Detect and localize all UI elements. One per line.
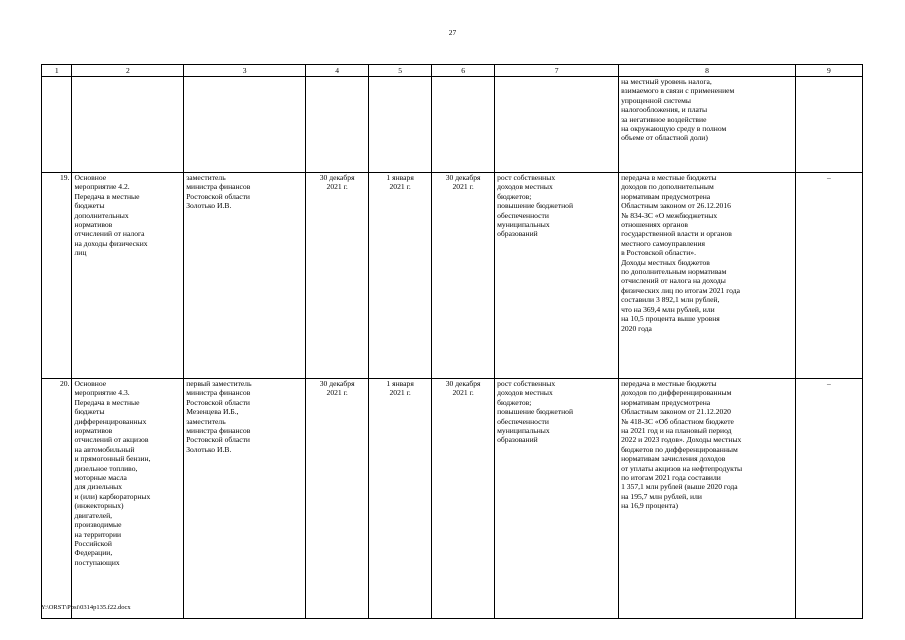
actual-result-cell: передача в местные бюджеты доходов по дифференцированным нормативам предусмотрена Областным законом от 21.12.2020 № 418-ЗС «Об областном бюджете на 2021 год и на плановый период 2022 и 2023 годов». Доходы местных бюджетов по дифференцированным нормативам зачисления доходов от уплаты акцизов на нефтепродукты по итогам 2021 года составили 1 357,1 млн рублей (выше 2020 года на 195,7 млн рублей, или на 16,9 процента)	[619, 379, 796, 619]
end-date-cell: 30 декабря 2021 г.	[432, 379, 495, 619]
column-header: 1	[42, 65, 72, 77]
actual-result-cell: передача в местные бюджеты доходов по дополнительным нормативам предусмотрена Областным законом от 26.12.2016 № 834-ЗС «О межбюджетных отношениях органов государственной власти и органов местного самоуправления в Ростовской области». Доходы местных бюджетов по дополнительным нормативам отчислений от налога на доходы физических лиц по итогам 2021 года составили 3 892,1 млн рублей, что на 369,4 млн рублей, или на 10,5 процента выше уровня 2020 года	[619, 173, 796, 379]
column-header: 4	[306, 65, 369, 77]
column-header: 2	[72, 65, 184, 77]
page-number: 27	[448, 28, 457, 37]
table-cell	[306, 77, 369, 173]
table-cell	[795, 77, 862, 173]
expected-result-cell: рост собственных доходов местных бюджетов; повышение бюджетной обеспеченности муниципальных образований	[495, 173, 619, 379]
expected-result-cell: рост собственных доходов местных бюджетов; повышение бюджетной обеспеченности муниципальных образований	[495, 379, 619, 619]
plan-date-cell: 1 января 2021 г.	[369, 379, 432, 619]
table-row	[42, 173, 863, 379]
continuation-result-cell: на местный уровень налога, взимаемого в связи с применением упрощенной системы налогообложения, и платы за негативное воздействие на окружающую среду в полном объеме от областной доли)	[619, 77, 796, 173]
start-date-cell: 30 декабря 2021 г.	[306, 379, 369, 619]
plan-date-cell: 1 января 2021 г.	[369, 173, 432, 379]
column-header: 6	[432, 65, 495, 77]
row-number: 19.	[42, 173, 72, 379]
column-header: 7	[495, 65, 619, 77]
note-cell: –	[795, 173, 862, 379]
table-cell	[495, 77, 619, 173]
column-header: 8	[619, 65, 796, 77]
table-cell	[432, 77, 495, 173]
report-table	[41, 64, 863, 619]
note-cell: –	[795, 379, 862, 619]
event-cell: Основное мероприятие 4.3. Передача в местные бюджеты дифференцированных нормативов отчислений от акцизов на автомобильный и прямогонный бензин, дизельное топливо, моторные масла для дизельных и (или) карбюраторных (инжекторных) двигателей, производимые на территории Российской Федерации, поступающих	[72, 379, 184, 619]
column-header: 9	[795, 65, 862, 77]
responsible-cell: первый заместитель министра финансов Ростовской области Мезенцева И.Б., заместитель министра финансов Ростовской области Золотько И.В.	[184, 379, 306, 619]
event-cell: Основное мероприятие 4.2. Передача в местные бюджеты дополнительных нормативов отчислений от налога на доходы физических лиц	[72, 173, 184, 379]
start-date-cell: 30 декабря 2021 г.	[306, 173, 369, 379]
table-cell	[369, 77, 432, 173]
continuation-row	[42, 77, 863, 173]
row-number: 20.	[42, 379, 72, 619]
table-cell	[184, 77, 306, 173]
responsible-cell: заместитель министра финансов Ростовской области Золотько И.В.	[184, 173, 306, 379]
end-date-cell: 30 декабря 2021 г.	[432, 173, 495, 379]
column-header: 5	[369, 65, 432, 77]
column-number-header-row	[42, 65, 863, 77]
table-cell	[42, 77, 72, 173]
table-row	[42, 379, 863, 619]
file-path-footer: Y:\ORST\Ppsi\0314p135.f22.docx	[41, 604, 131, 611]
table-cell	[72, 77, 184, 173]
column-header: 3	[184, 65, 306, 77]
